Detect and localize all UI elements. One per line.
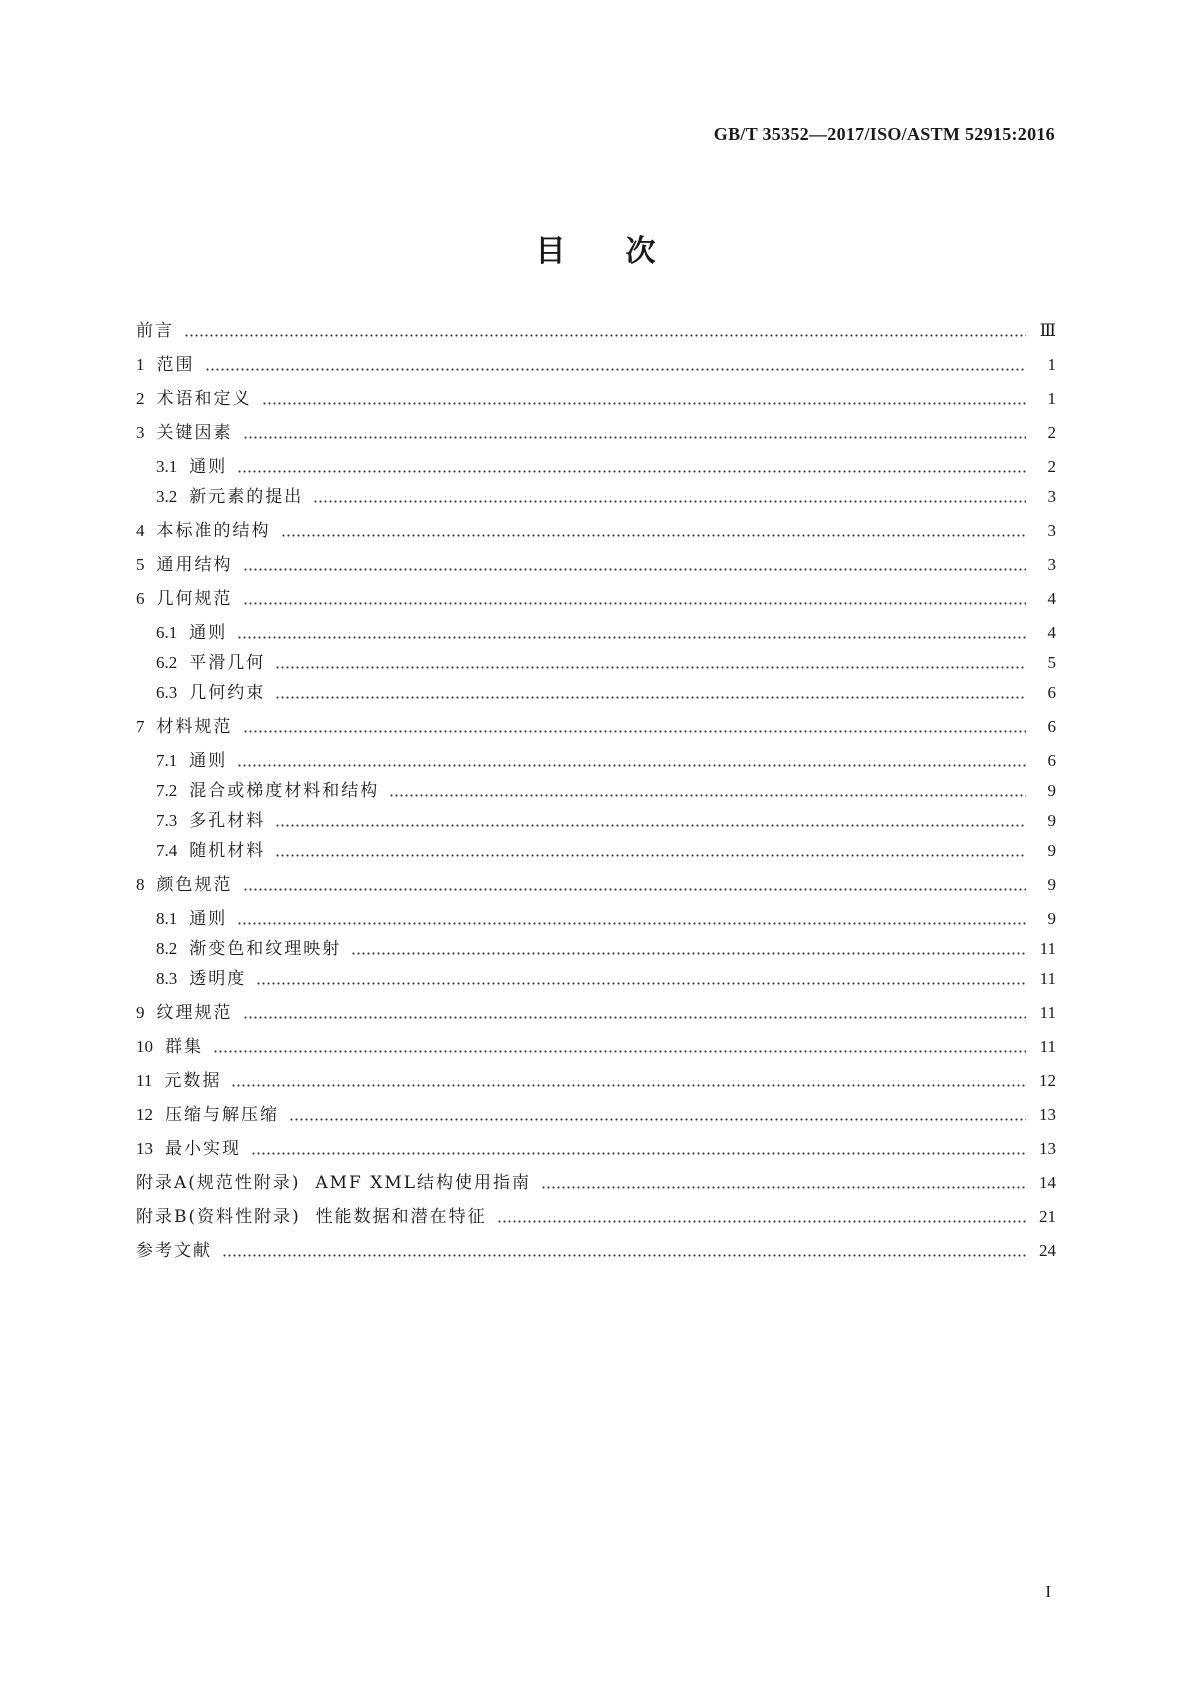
toc-leader-dots — [256, 965, 1026, 993]
toc-entry-page: 4 — [1047, 589, 1056, 608]
toc-leader-dots — [262, 385, 1027, 413]
toc-entry-7-2[interactable] — [156, 777, 1056, 805]
toc-entry-6-3[interactable] — [156, 679, 1056, 707]
toc-entry-label: 通则 — [189, 457, 228, 477]
toc-entry-page: 9 — [1047, 909, 1056, 928]
toc-entry-label: 通则 — [189, 623, 228, 643]
toc-entry-page: 4 — [1047, 623, 1056, 642]
toc-entry-number: 8 — [136, 875, 145, 894]
toc-entry-label: 随机材料 — [189, 841, 266, 861]
toc-entry-label: 渐变色和纹理映射 — [189, 939, 342, 959]
toc-entry-8[interactable] — [136, 871, 1056, 899]
toc-entry-number: 13 — [136, 1139, 153, 1158]
toc-leader-dots — [275, 807, 1026, 835]
toc-entry-label: 多孔材料 — [189, 811, 266, 831]
toc-entry-12[interactable] — [136, 1101, 1056, 1129]
toc-leader-dots — [351, 935, 1026, 963]
toc-leader-dots — [231, 1067, 1026, 1095]
toc-leader-dots — [281, 517, 1027, 545]
toc-leader-dots — [213, 1033, 1026, 1061]
toc-leader-dots — [243, 999, 1027, 1027]
toc-entry-page: 6 — [1047, 683, 1056, 702]
toc-entry-number: 3.2 — [156, 487, 178, 506]
toc-entry-label: 最小实现 — [165, 1139, 241, 1159]
toc-entry-label: 透明度 — [189, 969, 247, 989]
toc-entry-number: 4 — [136, 521, 145, 540]
toc-entry-label: 元数据 — [164, 1071, 222, 1091]
toc-entry-page: 24 — [1039, 1241, 1056, 1260]
toc-entry-7-4[interactable] — [156, 837, 1056, 865]
toc-leader-dots — [237, 453, 1026, 481]
toc-entry-page: 6 — [1047, 717, 1056, 736]
toc-entry-10[interactable] — [136, 1033, 1056, 1061]
page-title: 目次 — [535, 234, 716, 269]
toc-leader-dots — [243, 713, 1027, 741]
toc-entry-page: 9 — [1047, 811, 1056, 830]
toc-leader-dots — [237, 619, 1026, 647]
toc-entry-label: 前言 — [136, 321, 174, 341]
toc-entry-page: 11 — [1039, 969, 1056, 988]
toc-leader-dots — [237, 747, 1026, 775]
toc-leader-dots — [541, 1169, 1026, 1197]
toc-entry-7[interactable] — [136, 713, 1056, 741]
toc-entry-7-1[interactable] — [156, 747, 1056, 775]
toc-entry-3-2[interactable] — [156, 483, 1056, 511]
toc-entry-number: 8.1 — [156, 909, 178, 928]
standard-code: GB/T 35352—2017/ISO/ASTM 52915:2016 — [713, 124, 1055, 144]
toc-entry-page: 1 — [1047, 355, 1056, 374]
toc-leader-dots — [222, 1237, 1026, 1265]
toc-entry-page: 9 — [1047, 875, 1056, 894]
toc-entry-number: 7.2 — [156, 781, 178, 800]
toc-leader-dots — [243, 551, 1027, 579]
toc-entry-number: 11 — [136, 1071, 153, 1090]
toc-leader-dots — [275, 649, 1026, 677]
toc-entry-number: 7 — [136, 717, 145, 736]
toc-entry-bibliography[interactable] — [136, 1237, 1056, 1265]
toc-entry-6-2[interactable] — [156, 649, 1056, 677]
toc-entry-8-2[interactable] — [156, 935, 1056, 963]
toc-entry-label: 关键因素 — [156, 423, 233, 443]
toc-entry-number: 12 — [136, 1105, 153, 1124]
toc-entry-page: Ⅲ — [1039, 321, 1056, 340]
toc-entry-number: 6 — [136, 589, 145, 608]
toc-entry-label: 范围 — [156, 355, 195, 375]
toc-leader-dots — [289, 1101, 1026, 1129]
toc-entry-label: 参考文献 — [136, 1241, 212, 1261]
toc-entry-number: 5 — [136, 555, 145, 574]
toc-entry-annex-b[interactable] — [136, 1203, 1056, 1231]
toc-leader-dots — [251, 1135, 1026, 1163]
toc-entry-label: 几何约束 — [189, 683, 266, 703]
toc-entry-page: 13 — [1039, 1105, 1056, 1124]
toc-entry-8-3[interactable] — [156, 965, 1056, 993]
toc-entry-number: 8.3 — [156, 969, 178, 988]
toc-leader-dots — [275, 837, 1026, 865]
toc-entry-label: 附录A(规范性附录) AMF XML结构使用指南 — [136, 1173, 532, 1193]
toc-entry-label: 颜色规范 — [156, 875, 233, 895]
toc-entry-2[interactable] — [136, 385, 1056, 413]
toc-entry-page: 2 — [1047, 423, 1056, 442]
toc-entry-page: 13 — [1039, 1139, 1056, 1158]
toc-entry-number: 3 — [136, 423, 145, 442]
toc-entry-number: 3.1 — [156, 457, 178, 476]
toc-leader-dots — [243, 419, 1027, 447]
toc-entry-label: 通用结构 — [156, 555, 233, 575]
toc-entry-page: 5 — [1047, 653, 1056, 672]
toc-entry-page: 3 — [1047, 555, 1056, 574]
toc-entry-number: 7.1 — [156, 751, 178, 770]
toc-entry-label: 几何规范 — [156, 589, 233, 609]
toc-entry-11[interactable] — [136, 1067, 1056, 1095]
toc-entry-number: 6.1 — [156, 623, 178, 642]
toc-entry-label: 术语和定义 — [156, 389, 252, 409]
toc-entry-page: 21 — [1039, 1207, 1056, 1226]
toc-leader-dots — [205, 351, 1027, 379]
toc-entry-label: 附录B(资料性附录) 性能数据和潜在特征 — [136, 1207, 487, 1227]
toc-entry-page: 12 — [1039, 1071, 1056, 1090]
toc-entry-6[interactable] — [136, 585, 1056, 613]
toc-entry-number: 6.2 — [156, 653, 178, 672]
toc-leader-dots — [497, 1203, 1026, 1231]
toc-entry-label: 纹理规范 — [156, 1003, 233, 1023]
toc-entry-label: 通则 — [189, 909, 228, 929]
toc-entry-page: 2 — [1047, 457, 1056, 476]
toc-entry-page: 1 — [1047, 389, 1056, 408]
toc-entry-page: 11 — [1039, 939, 1056, 958]
toc-entry-1[interactable] — [136, 351, 1056, 379]
toc-entry-label: 平滑几何 — [189, 653, 266, 673]
toc-entry-9[interactable] — [136, 999, 1056, 1027]
toc-entry-number: 7.4 — [156, 841, 178, 860]
toc-entry-number: 2 — [136, 389, 145, 408]
toc-entry-number: 1 — [136, 355, 145, 374]
toc-entry-number: 7.3 — [156, 811, 178, 830]
toc-leader-dots — [184, 317, 1026, 345]
toc-entry-8-1[interactable] — [156, 905, 1056, 933]
toc-entry-number: 6.3 — [156, 683, 178, 702]
toc-leader-dots — [243, 871, 1027, 899]
toc-entry-page: 9 — [1047, 781, 1056, 800]
toc-entry-6-1[interactable] — [156, 619, 1056, 647]
toc-entry-label: 材料规范 — [156, 717, 233, 737]
toc-entry-label: 群集 — [165, 1037, 203, 1057]
toc-entry-page: 9 — [1047, 841, 1056, 860]
toc-leader-dots — [313, 483, 1026, 511]
toc-entry-13[interactable] — [136, 1135, 1056, 1163]
toc-entry-label: 压缩与解压缩 — [165, 1105, 279, 1125]
toc-leader-dots — [243, 585, 1027, 613]
toc-entry-7-3[interactable] — [156, 807, 1056, 835]
toc-leader-dots — [275, 679, 1026, 707]
page-number: I — [1045, 1582, 1051, 1601]
toc-entry-page: 14 — [1039, 1173, 1056, 1192]
toc-entry-annex-a[interactable] — [136, 1169, 1056, 1197]
toc-entry-label: 通则 — [189, 751, 228, 771]
toc-entry-page: 6 — [1047, 751, 1056, 770]
toc-entry-page: 3 — [1047, 521, 1056, 540]
toc-leader-dots — [237, 905, 1026, 933]
toc-entry-number: 9 — [136, 1003, 145, 1022]
toc-entry-page: 11 — [1039, 1037, 1056, 1056]
toc-entry-page: 11 — [1039, 1003, 1056, 1022]
toc-entry-number: 10 — [136, 1037, 153, 1056]
toc-entry-5[interactable] — [136, 551, 1056, 579]
toc-entry-3-1[interactable] — [156, 453, 1056, 481]
toc-entry-3[interactable] — [136, 419, 1056, 447]
toc-entry-page: 3 — [1047, 487, 1056, 506]
toc-entry-label: 本标准的结构 — [156, 521, 271, 541]
toc-entry-label: 新元素的提出 — [189, 487, 304, 507]
toc-entry-number: 8.2 — [156, 939, 178, 958]
toc-entry-label: 混合或梯度材料和结构 — [189, 781, 380, 801]
toc-entry-4[interactable] — [136, 517, 1056, 545]
toc-entry-foreword[interactable] — [136, 317, 1056, 345]
toc-leader-dots — [389, 777, 1026, 805]
